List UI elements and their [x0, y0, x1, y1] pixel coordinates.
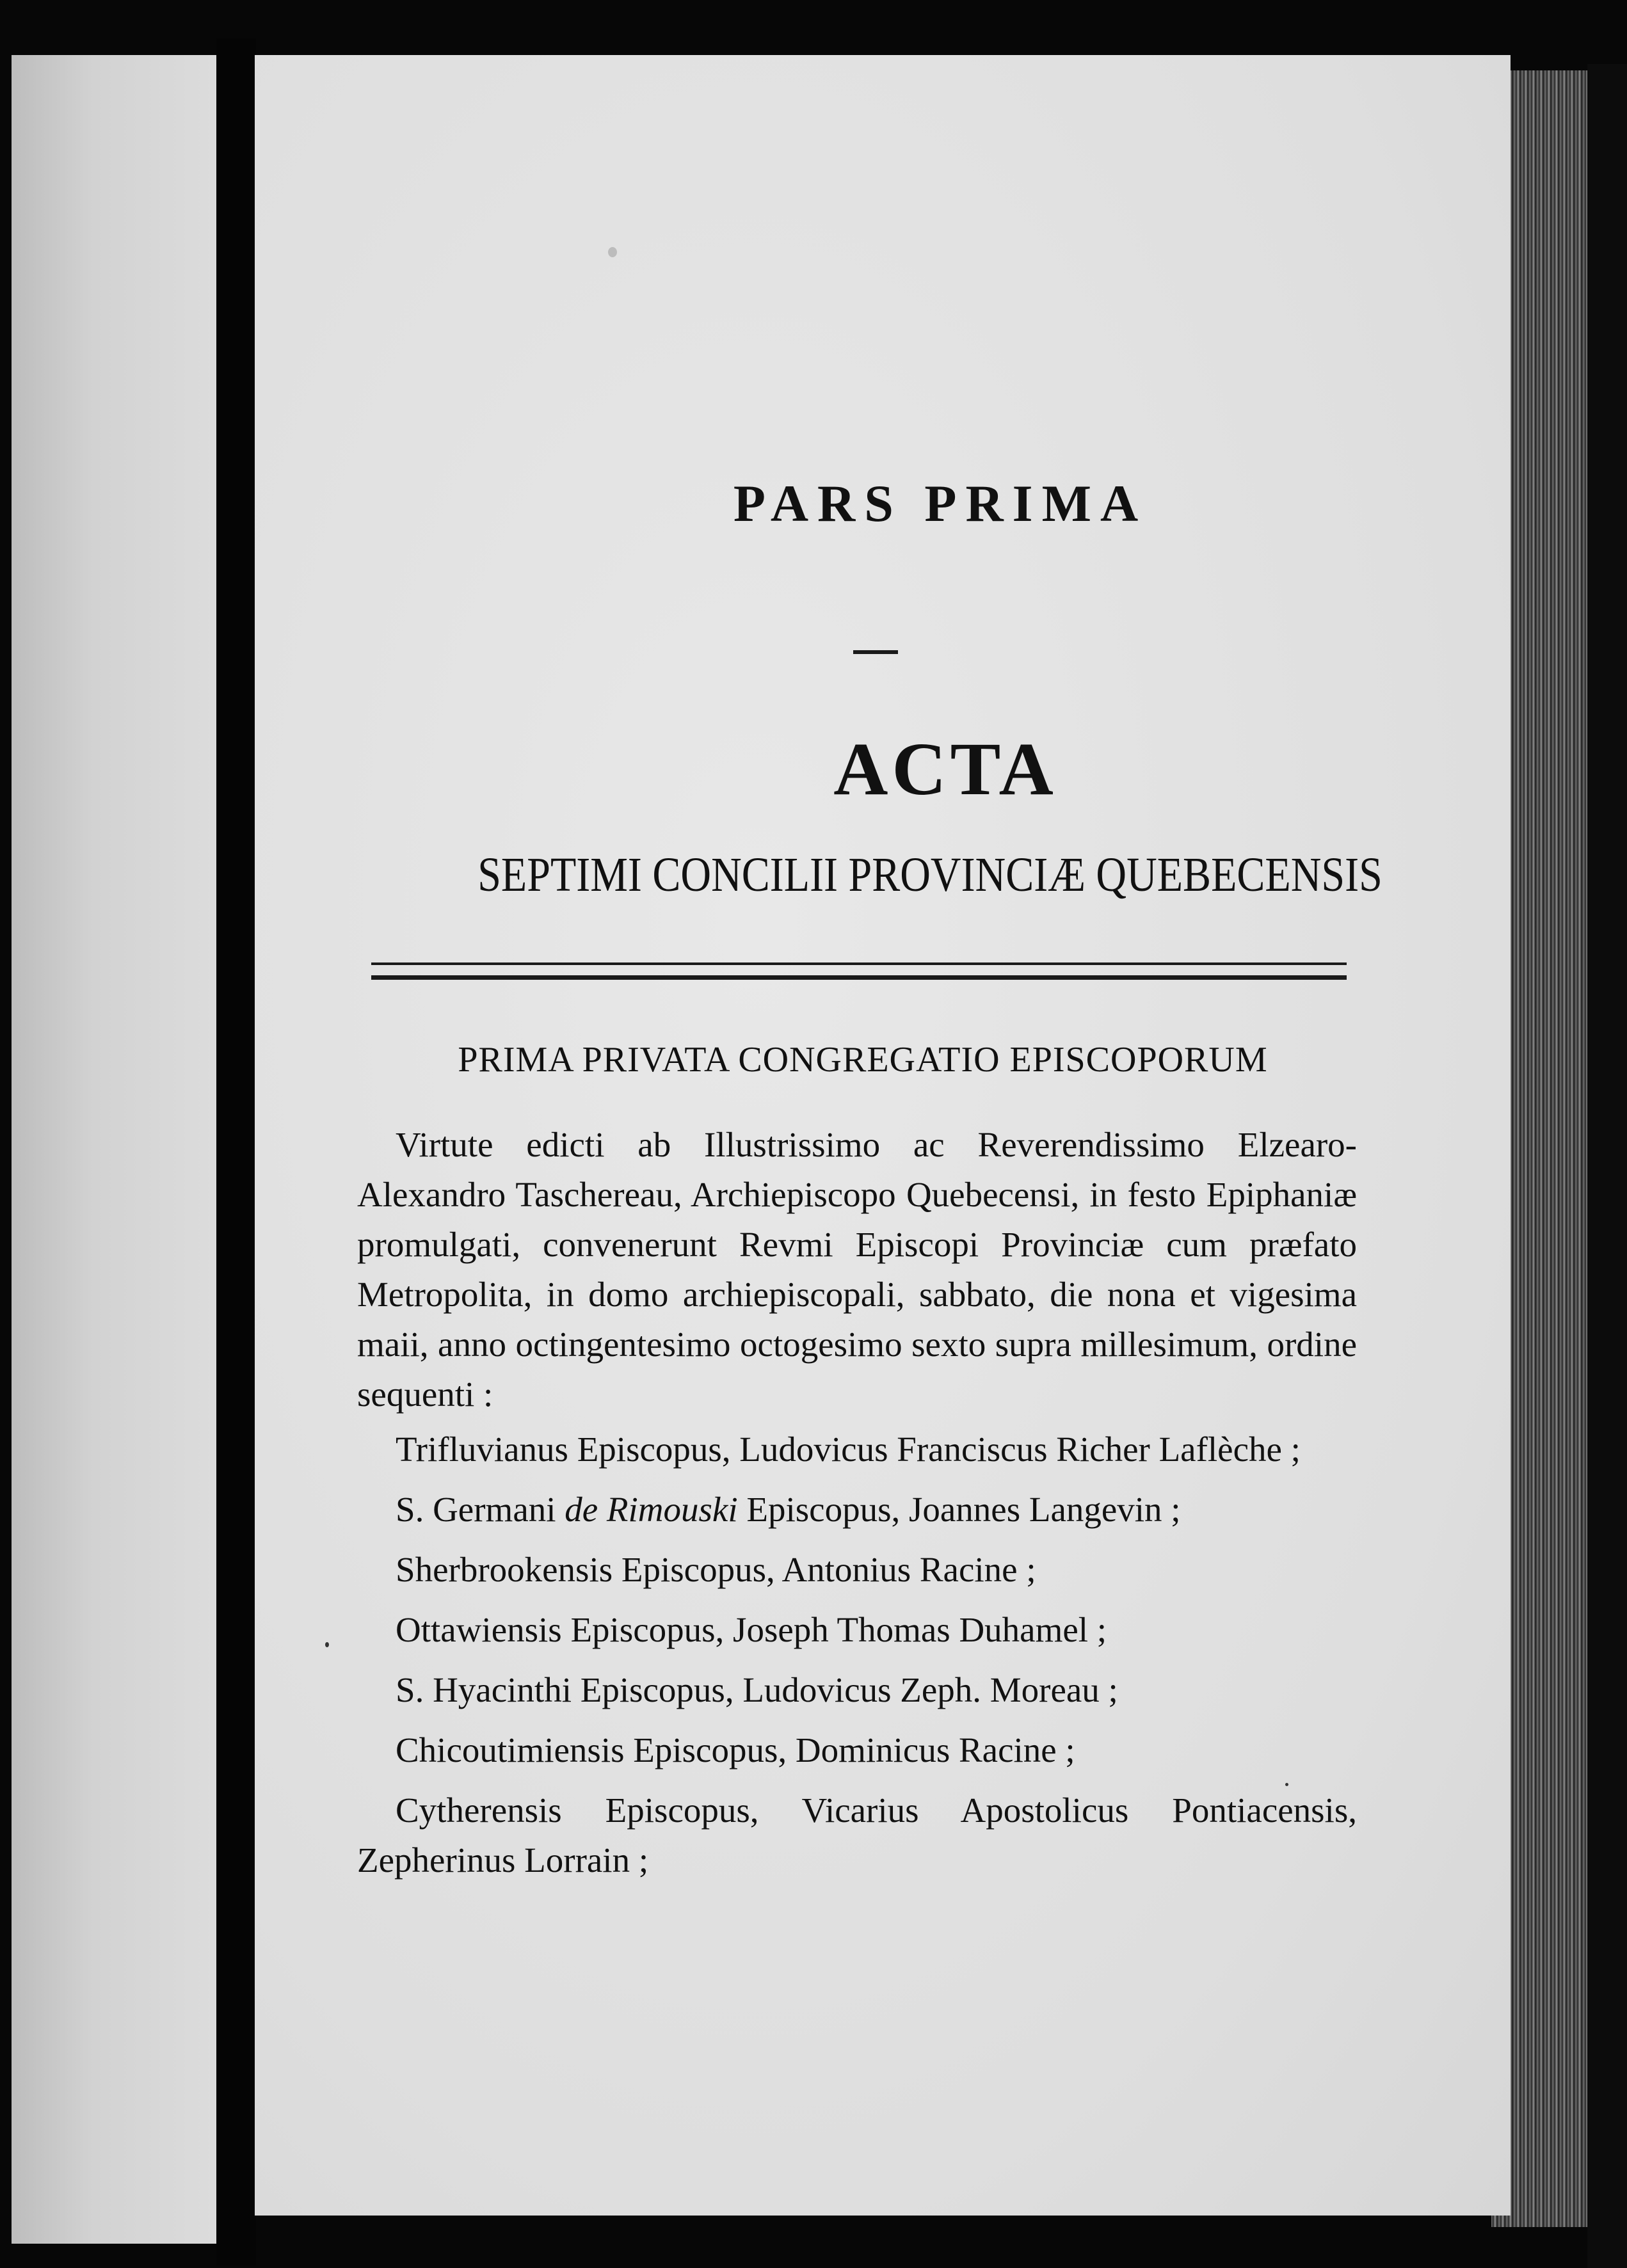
bishop-text-italic: de Rimouski [565, 1490, 738, 1529]
page-content [255, 55, 1511, 2216]
body-text [357, 1120, 1357, 1896]
book-gutter [216, 38, 256, 2265]
bishop-entry [357, 1785, 1357, 1885]
scan-speck [325, 1642, 329, 1647]
bishop-text: S. Hyacinthi Episcopus, Ludovicus Zeph. Moreau ; [396, 1670, 1118, 1709]
bishop-text: S. Germani [396, 1490, 565, 1529]
bishop-text-rest: Episcopus, Joannes Langevin ; [737, 1490, 1181, 1529]
bishop-text: Ottawiensis Episcopus, Joseph Thomas Duhamel ; [396, 1610, 1107, 1649]
bishop-text: Cytherensis Episcopus, Vicarius Apostolicus Pontiacensis, Zepherinus Lorrain ; [357, 1791, 1357, 1880]
scan-speck [1285, 1783, 1288, 1786]
bishop-entry [357, 1545, 1357, 1595]
adjacent-page-strip [12, 55, 216, 2244]
double-rule [371, 962, 1347, 980]
bishop-entry [357, 1725, 1357, 1775]
intro-paragraph: Virtute edicti ab Illustrissimo ac Reverendissimo Elzearo-Alexandro Taschereau, Archiepiscopo Quebecensi, in festo Epiphaniæ promulgati, convenerunt Revmi Episcopi Provinciæ cum præfato Metropolita, in domo archiepiscopali, sabbato, die nona et vigesima maii, anno octingentesimo octogesimo sexto supra millesimum, ordine sequenti : [357, 1125, 1357, 1414]
bishop-text: Chicoutimiensis Episcopus, Dominicus Racine ; [396, 1730, 1075, 1769]
bishop-list [357, 1425, 1357, 1885]
bishop-text: Trifluvianus Episcopus, Ludovicus Franciscus Richer Laflèche ; [396, 1430, 1301, 1469]
scan-speck [608, 247, 617, 257]
bishop-entry [357, 1425, 1357, 1474]
heading-dash [853, 650, 898, 654]
bishop-entry [357, 1605, 1357, 1655]
section-title: PRIMA PRIVATA CONGREGATIO EPISCOPORUM [458, 1040, 1268, 1080]
part-heading: PARS PRIMA [733, 474, 1148, 532]
scan-edge [1587, 64, 1627, 2268]
document-page [255, 55, 1511, 2216]
bishop-entry [357, 1665, 1357, 1715]
acta-heading: ACTA [833, 727, 1057, 811]
council-subtitle: SEPTIMI CONCILII PROVINCIÆ QUEBECENSIS [477, 848, 1383, 902]
bishop-text: Sherbrookensis Episcopus, Antonius Racine ; [396, 1550, 1036, 1589]
bishop-entry [357, 1485, 1357, 1535]
